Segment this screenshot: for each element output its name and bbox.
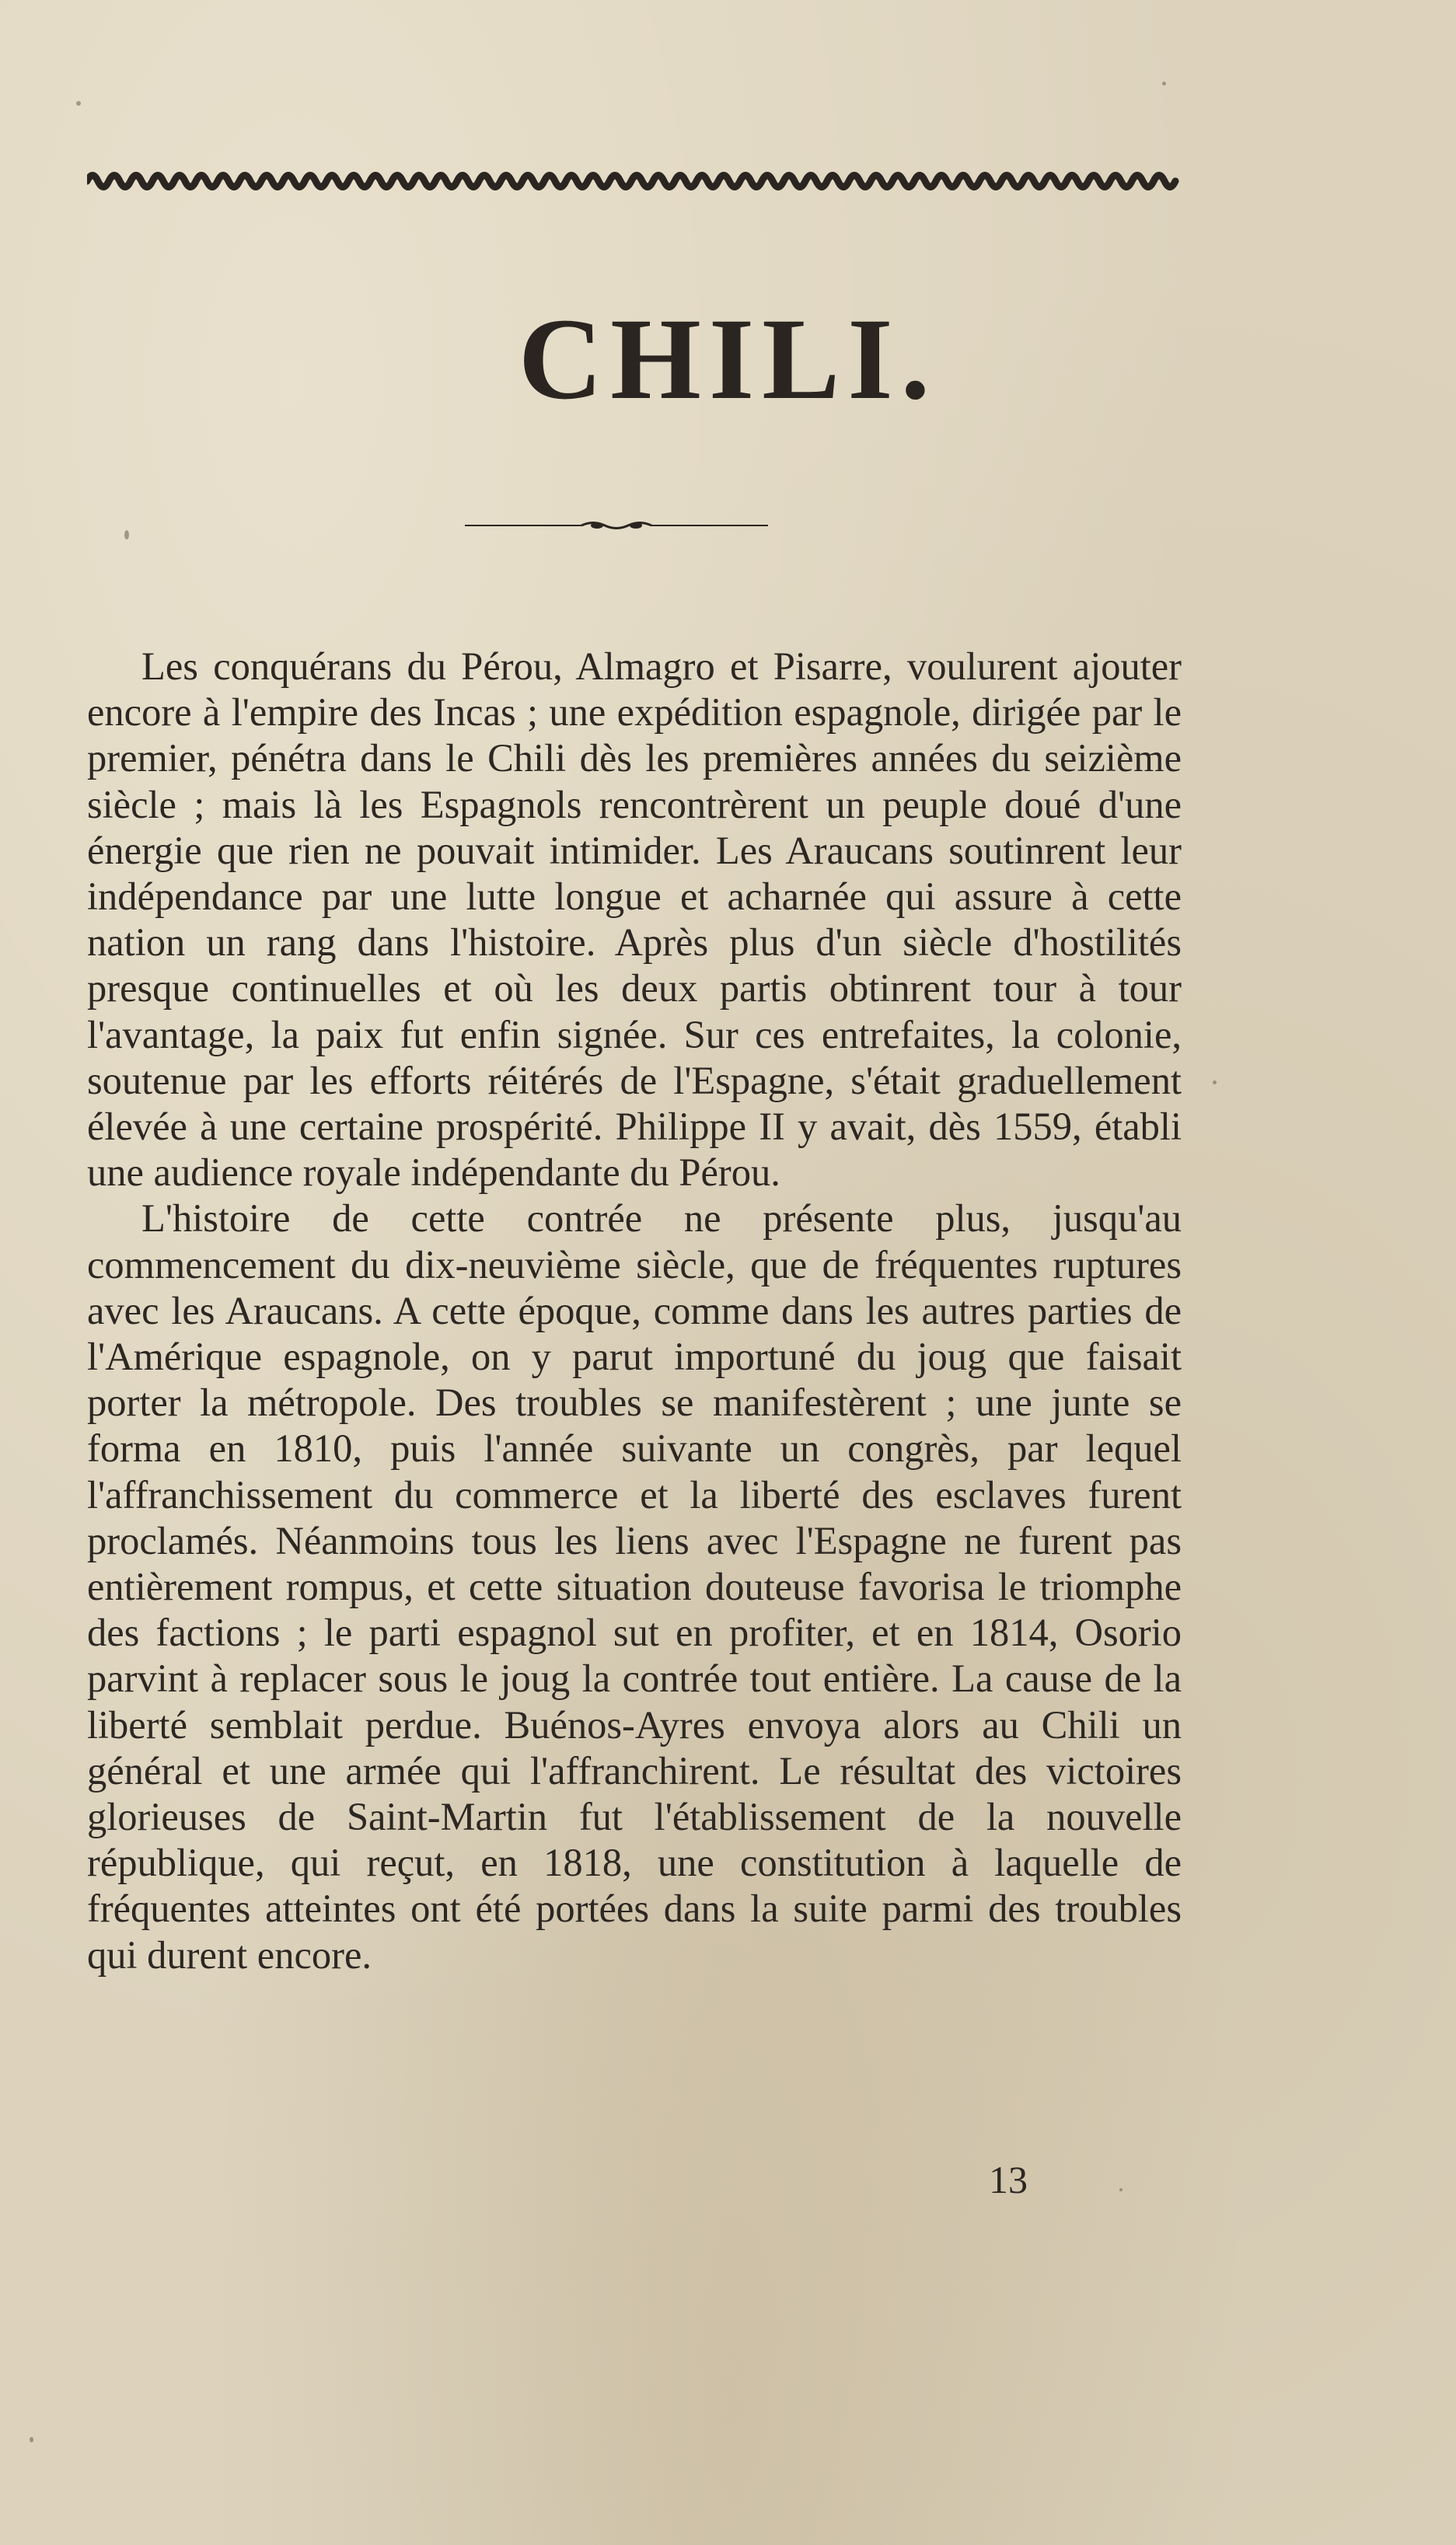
- page-number: 13: [989, 2158, 1028, 2201]
- paper-speck: [1162, 82, 1166, 86]
- paragraph-1: Les conquérans du Pérou, Almagro et Pisarre, voulurent ajouter encore à l'empire des Incas ; une expédition espagnole, dirigée par le premier, pénétra dans le Chili dès les premières années du seizième siècle ; mais là les Espagnols rencontrèrent un peuple doué d'une énergie que rien ne pouvait intimider. Les Araucans soutinrent leur indépendance par une lutte longue et acharnée qui assure à cette nation un rang dans l'histoire. Après plus d'un siècle d'hostilités presque continuelles et où les deux partis obtinrent tour à tour l'avantage, la paix fut enfin signée. Sur ces entrefaites, la colonie, soutenue par les efforts réitérés de l'Espagne, s'était graduellement élevée à une certaine prospérité. Philippe II y avait, dès 1559, établi une audience royale indépendante du Pérou.: [87, 644, 1182, 1195]
- paper-speck: [1119, 2188, 1123, 2191]
- decorative-divider-rule: [465, 519, 768, 532]
- decorative-header-border: [87, 168, 1180, 194]
- body-text: [87, 644, 1182, 1978]
- paper-speck: [124, 530, 129, 539]
- paper-speck: [1213, 1080, 1217, 1084]
- chapter-title: CHILI.: [518, 295, 938, 424]
- paper-speck: [30, 2437, 33, 2442]
- paper-speck: [76, 101, 81, 106]
- paragraph-2: L'histoire de cette contrée ne présente plus, jusqu'au commencement du dix-neuvième siècle, que de fréquentes ruptures avec les Araucans. A cette époque, comme dans les autres parties de l'Amérique espagnole, on y parut importuné du joug que faisait porter la métropole. Des troubles se manifestèrent ; une junte se forma en 1810, puis l'année suivante un congrès, par lequel l'affranchissement du commerce et la liberté des esclaves furent proclamés. Néanmoins tous les liens avec l'Espagne ne furent pas entièrement rompus, et cette situation douteuse favorisa le triomphe des factions ; le parti espagnol sut en profiter, et en 1814, Osorio parvint à replacer sous le joug la contrée tout entière. La cause de la liberté semblait perdue. Buénos-Ayres envoya alors au Chili un général et une armée qui l'affranchirent. Le résultat des victoires glorieuses de Saint-Martin fut l'établissement de la nouvelle république, qui reçut, en 1818, une constitution à laquelle de fréquentes atteintes ont été portées dans la suite parmi des troubles qui durent encore.: [87, 1196, 1182, 1977]
